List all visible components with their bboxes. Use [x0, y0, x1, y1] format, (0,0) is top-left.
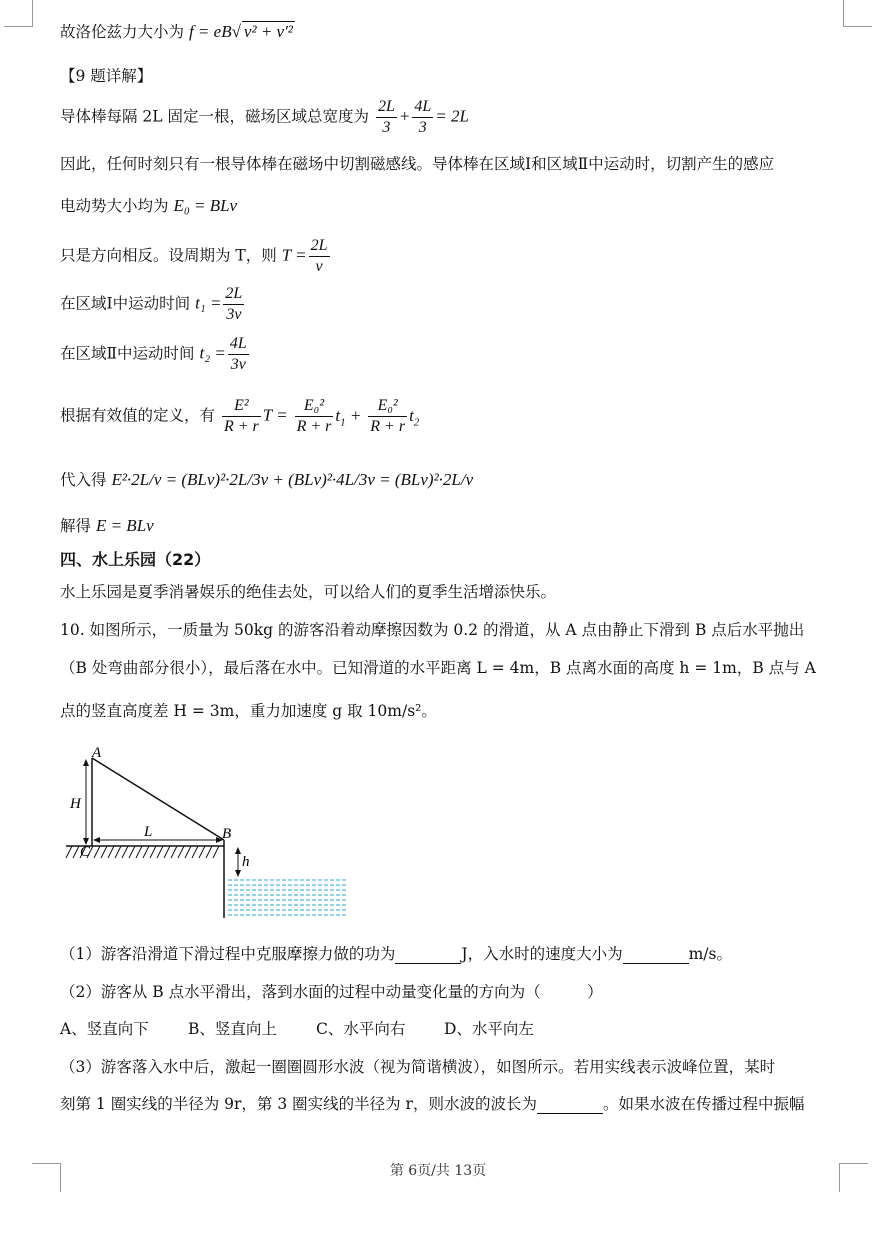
slide-diagram: [58, 742, 358, 928]
option-d[interactable]: D、水平向左: [444, 1020, 534, 1038]
radical-content: v² + v′²: [243, 22, 293, 41]
fraction: $\frac{\text{E₀²}}{R + r}$: [296, 397, 332, 435]
answer-blank[interactable]: [537, 1097, 603, 1114]
options-row: [60, 1017, 572, 1039]
label-a: A: [92, 745, 102, 761]
corner-mark-top-left: [4, 0, 33, 27]
corner-mark-top-right: [843, 0, 872, 27]
text: 导体棒每隔 2L 固定一根，磁场区域总宽度为: [60, 107, 370, 126]
label-h-lower: h: [242, 854, 250, 870]
fraction: $\frac{4L}{3v}$: [229, 335, 247, 373]
text: 在区域Ⅱ中运动时间: [60, 344, 195, 363]
substitution-line: [60, 468, 473, 490]
question-10-line-1: 10. 如图所示，一质量为 50kg 的游客沿着动摩擦因数为 0.2 的滑道，从 A 点由静止下滑到 B 点后水平抛出: [60, 621, 805, 639]
option-b[interactable]: B、竖直向上: [188, 1020, 277, 1038]
intro-line: 水上乐园是夏季消暑娱乐的绝佳去处，可以给人们的夏季生活增添快乐。: [60, 583, 557, 601]
label-l: L: [144, 824, 153, 840]
option-a[interactable]: A、竖直向下: [60, 1020, 149, 1038]
section-heading: 四、水上乐园（22）: [60, 550, 211, 569]
effective-value-line: 根据有效值的定义，有 $\frac{\text{E²}}{R + r}$ T = $\frac{\text{E₀²}}{R + r}$ $t_1$ + $\frac{\text{E₀²}}{R + r}$ $t_2$: [60, 397, 420, 435]
page-footer: 第 6页/共 13页: [389, 1163, 487, 1179]
sub-question-2: （2）游客从 B 点水平滑出，落到水面的过程中动量变化量的方向为（ ）: [60, 983, 603, 1001]
sub-question-3-line-1: （3）游客落入水中后，激起一圈圈圆形水波（视为简谐横波），如图所示。若用实线表示波峰位置，某时: [60, 1058, 776, 1076]
label-h-upper: H: [70, 796, 81, 812]
solution-line: [60, 514, 154, 536]
fraction: $\frac{2L}{3}$: [377, 98, 395, 136]
t2-line: [60, 334, 251, 375]
label-b: B: [222, 826, 232, 842]
fraction: $\frac{2L}{3v}$: [225, 285, 243, 323]
q9-heading: [60, 64, 152, 86]
t1-line: [60, 284, 246, 325]
text: 故洛伦兹力大小为: [60, 23, 185, 41]
answer-blank[interactable]: [623, 947, 689, 964]
text: 只是方向相反。设周期为 T，则: [60, 246, 277, 265]
text: 电动势大小均为: [60, 197, 169, 215]
text: 根据有效值的定义，有: [60, 406, 216, 425]
formula-substitution: E²·2L/v = (BLv)²·2L/3v + (BLv)²·4L/3v = (BLv)²·2L/v: [111, 470, 474, 489]
fraction: $\frac{4L}{3}$: [414, 98, 432, 136]
formula-e0: E₀ = BLv: [173, 196, 238, 215]
emf-line: [60, 194, 237, 216]
fraction: $\frac{2L}{v}$: [310, 237, 328, 275]
option-c[interactable]: C、水平向右: [316, 1020, 406, 1038]
answer-blank[interactable]: [395, 947, 461, 964]
formula-f: f = eB: [188, 22, 232, 41]
explanation-line: [60, 152, 774, 174]
field-width-line: 导体棒每隔 2L 固定一根，磁场区域总宽度为 $\frac{2L}{3}$ + $\frac{4L}{3}$ = 2L: [60, 98, 469, 136]
label-c: C: [80, 844, 91, 860]
period-line: [60, 236, 332, 277]
formula: t₁ =: [195, 293, 222, 313]
formula: = 2L: [435, 106, 469, 126]
formula: t₂ =: [199, 343, 226, 363]
text: 因此，任何时刻只有一根导体棒在磁场中切割磁感线。导体棒在区域Ⅰ和区域Ⅱ中运动时，切割产生的感应: [60, 155, 775, 173]
text: 代入得: [60, 471, 107, 489]
lorentz-force-line: [60, 20, 295, 42]
fraction: $\frac{\text{E²}}{R + r}$: [223, 397, 259, 435]
formula: T =: [281, 245, 307, 265]
question-10-line-2: （B 处弯曲部分很小），最后落在水中。已知滑道的水平距离 L = 4m，B 点离水面的高度 h = 1m，B 点与 A: [60, 659, 816, 677]
radical-sign: √: [231, 22, 241, 41]
text: 在区域Ⅰ中运动时间: [60, 294, 191, 313]
sub-question-1: （1）游客沿滑道下滑过程中克服摩擦力做的功为 J，入水时的速度大小为 m/s。: [60, 945, 732, 963]
question-10-line-3: 点的竖直高度差 H = 3m，重力加速度 g 取 10m/s²。: [60, 702, 437, 720]
text: 解得: [60, 517, 92, 535]
fraction: $\frac{\text{E₀²}}{R + r}$: [370, 397, 406, 435]
sub-question-3-line-2: 刻第 1 圈实线的半径为 9r，第 3 圈实线的半径为 r，则水波的波长为 。如果水波在传播过程中振幅: [60, 1095, 805, 1113]
text: 【9 题详解】: [60, 67, 153, 85]
formula-final: E = BLv: [95, 516, 154, 535]
